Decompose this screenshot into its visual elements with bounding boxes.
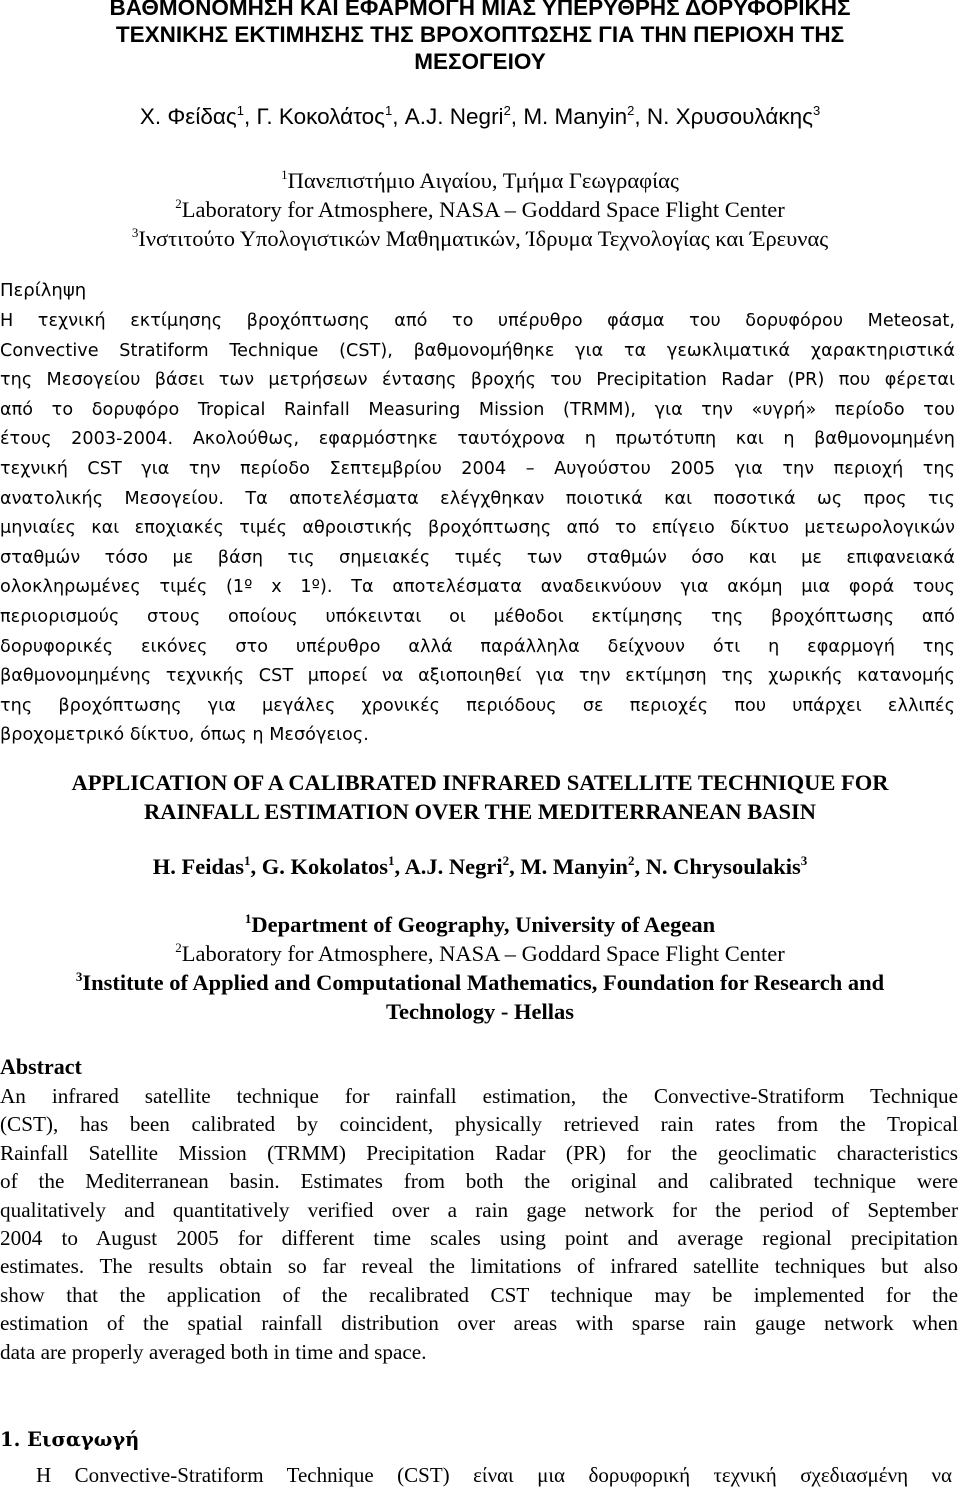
english-abstract-body bbox=[0, 1082, 958, 1366]
greek-affiliations bbox=[0, 166, 960, 253]
abstract-line: της βροχόπτωσης για μεγάλες χρονικές περιόδους σε περιοχές που υπάρχει ελλιπές bbox=[0, 695, 955, 716]
abstract-line: περιορισμούς στους οποίους υπόκεινται οι μέθοδοι εκτίμησης της βροχόπτωσης από bbox=[0, 606, 955, 627]
introduction-heading: 1. Εισαγωγή bbox=[0, 1428, 140, 1451]
abstract-line: ανατολικής Μεσογείου. Τα αποτελέσματα ελέγχθηκαν ποιοτικά και ποσοτικά ως προς τις bbox=[0, 488, 955, 509]
author-name: H. Feidas bbox=[152, 854, 245, 879]
affiliation-continued: Technology - Hellas bbox=[386, 999, 574, 1024]
abstract-line: estimates. The results obtain so far reveal the limitations of infrared satellite techniques but also bbox=[0, 1254, 958, 1279]
author-name: A.J. Negri bbox=[404, 854, 503, 879]
abstract-line: An infrared satellite technique for rainfall estimation, the Convective-Stratiform Technique bbox=[0, 1084, 958, 1108]
affil-mark: 1 bbox=[244, 911, 252, 926]
author-affil-mark: 2 bbox=[627, 103, 635, 118]
abstract-line: βροχομετρικό δίκτυο, όπως η Μεσόγειος. bbox=[0, 725, 369, 746]
abstract-line: σταθμών τόσο με βάση τις σημειακές τιμές των σταθμών όσο και με επιφανειακά bbox=[0, 547, 955, 568]
abstract-line: Η τεχνική εκτίμησης βροχόπτωσης από το υπέρυθρο φάσμα του δορυφόρου Meteosat, bbox=[0, 311, 955, 331]
abstract-line: από το δορυφόρο Tropical Rainfall Measuring Mission (TRMM), για την «υγρή» περίοδο του bbox=[0, 399, 955, 420]
affil-mark: 2 bbox=[175, 940, 182, 955]
author-name: Χ. Φείδας bbox=[139, 104, 237, 129]
greek-abstract-label: Περίληψη bbox=[0, 280, 87, 301]
affil-mark: 3 bbox=[75, 969, 83, 984]
abstract-line: (CST), has been calibrated by coincident, physically retrieved rain rates from the Tropical bbox=[0, 1112, 958, 1137]
author-name: G. Kokolatos bbox=[261, 854, 389, 879]
affiliation bbox=[0, 910, 960, 939]
author-affil-mark: 3 bbox=[800, 853, 808, 868]
affil-text: Πανεπιστήμιο Αιγαίου, Τμήμα Γεωγραφίας bbox=[287, 168, 679, 193]
greek-abstract-body bbox=[0, 307, 955, 751]
abstract-line: Rainfall Satellite Mission (TRMM) Precipitation Radar (PR) for the geoclimatic characteristics bbox=[0, 1140, 958, 1165]
abstract-line: data are properly averaged both in time and space. bbox=[0, 1339, 427, 1364]
greek-author-list: Χ. Φείδας$^1$, Γ. Κοκολάτος$^1$, A.J. Negri$^2$, M. Manyin$^2$, Ν. Χρυσουλάκης$^3$ bbox=[139, 103, 821, 129]
author-affil-mark: 3 bbox=[812, 103, 821, 118]
author-affil-mark: 1 bbox=[388, 853, 395, 868]
author-name: Ν. Χρυσουλάκης bbox=[646, 104, 813, 129]
affiliation bbox=[0, 166, 960, 195]
affil-text: Ινστιτούτο Υπολογιστικών Μαθηματικών, Ίδρυμα Τεχνολογίας και Έρευνας bbox=[138, 226, 829, 251]
abstract-line: βαθμονομημένης τεχνικής CST μπορεί να αξιοποιηθεί για την εκτίμηση της χωρικής κατανομής bbox=[0, 666, 955, 687]
affil-mark: 2 bbox=[175, 196, 182, 211]
affil-text: Laboratory for Atmosphere, NASA – Goddard Space Flight Center bbox=[181, 941, 785, 966]
affil-mark: 3 bbox=[131, 225, 139, 240]
greek-title-line: ΜΕΣΟΓΕΙΟΥ bbox=[414, 49, 546, 74]
greek-title-line: ΤΕΧΝΙΚΗΣ ΕΚΤΙΜΗΣΗΣ ΤΗΣ ΒΡΟΧΟΠΤΩΣΗΣ ΓΙΑ ΤΗΝ ΠΕΡΙΟΧΗ ΤΗΣ bbox=[115, 22, 845, 47]
abstract-line: της Μεσογείου βάσει των μετρήσεων έντασης βροχής του Precipitation Radar (PR) που φέρεται bbox=[0, 370, 955, 391]
abstract-line: of the Mediterranean basin. Estimates from both the original and calibrated technique were bbox=[0, 1169, 958, 1194]
english-affiliations bbox=[0, 910, 960, 1026]
affil-text: Institute of Applied and Computational Mathematics, Foundation for Research and bbox=[82, 970, 885, 995]
affiliation bbox=[0, 939, 960, 968]
english-title-line: APPLICATION OF A CALIBRATED INFRARED SATELLITE TECHNIQUE FOR bbox=[71, 770, 889, 795]
greek-title bbox=[20, 0, 940, 75]
introduction-first-line: Η Convective-Stratiform Technique (CST) είναι μια δορυφορική τεχνική σχεδιασμένη να bbox=[36, 1463, 952, 1487]
english-abstract-label: Abstract bbox=[0, 1054, 82, 1079]
author-name: M. Manyin bbox=[520, 854, 628, 879]
author-name: Γ. Κοκολάτος bbox=[256, 104, 386, 129]
abstract-line: μηνιαίες και εποχιακές τιμές αθροιστικής βροχόπτωσης από το επίγειο δίκτυο μετεωρολογικών bbox=[0, 518, 955, 539]
affiliation bbox=[0, 968, 960, 997]
author-affil-mark: 1 bbox=[244, 853, 251, 868]
abstract-line: δορυφορικές εικόνες στο υπέρυθρο αλλά παράλληλα δείχνουν ότι η εφαρμογή της bbox=[0, 636, 955, 657]
author-name: A.J. Negri bbox=[404, 104, 504, 129]
abstract-line: qualitatively and quantitatively verified over a rain gage network for the period of September bbox=[0, 1197, 958, 1222]
english-author-list: H. Feidas$^1$, G. Kokolatos$^1$, A.J. Negri$^2$, M. Manyin$^2$, N. Chrysoulakis$^3$ bbox=[152, 853, 808, 879]
author-name: M. Manyin bbox=[523, 104, 628, 129]
author-affil-mark: 1 bbox=[385, 103, 393, 118]
abstract-line: τεχνική CST για την περίοδο Σεπτεμβρίου 2004 – Αυγούστου 2005 για την περιοχή της bbox=[0, 458, 955, 479]
affil-mark: 1 bbox=[281, 167, 288, 182]
greek-title-line: ΒΑΘΜΟΝΟΜΗΣΗ ΚΑΙ ΕΦΑΡΜΟΓΗ ΜΙΑΣ ΥΠΕΡΥΘΡΗΣ ΔΟΡΥΦΟΡΙΚΗΣ bbox=[109, 0, 851, 20]
affil-text: Department of Geography, University of Aegean bbox=[251, 912, 716, 937]
abstract-line: show that the application of the recalibrated CST technique may be implemented for the bbox=[0, 1282, 958, 1307]
abstract-line: 2004 to August 2005 for different time scales using point and average regional precipitation bbox=[0, 1226, 958, 1251]
author-affil-mark: 1 bbox=[236, 103, 244, 118]
affiliation bbox=[0, 195, 960, 224]
affiliation bbox=[0, 224, 960, 253]
abstract-line: Convective Stratiform Technique (CST), βαθμονομήθηκε για τα γεωκλιματικά χαρακτηριστικά bbox=[0, 340, 955, 361]
author-affil-mark: 2 bbox=[627, 853, 635, 868]
affil-text: Laboratory for Atmosphere, NASA – Goddard Space Flight Center bbox=[181, 197, 785, 222]
abstract-line: έτους 2003-2004. Ακολούθως, εφαρμόστηκε ταυτόχρονα η πρωτότυπη και η βαθμονομημένη bbox=[0, 429, 955, 450]
author-affil-mark: 2 bbox=[502, 853, 510, 868]
english-title bbox=[0, 768, 960, 826]
author-name: N. Chrysoulakis bbox=[645, 854, 801, 879]
author-affil-mark: 2 bbox=[503, 103, 511, 118]
abstract-line: estimation of the spatial rainfall distribution over areas with sparse rain gauge network when bbox=[0, 1311, 958, 1336]
english-title-line: RAINFALL ESTIMATION OVER THE MEDITERRANEAN BASIN bbox=[144, 799, 816, 824]
abstract-line: ολοκληρωμένες τιμές (1º x 1º). Τα αποτελέσματα αναδεικνύουν για ακόμη μια φορά τους bbox=[0, 577, 955, 598]
